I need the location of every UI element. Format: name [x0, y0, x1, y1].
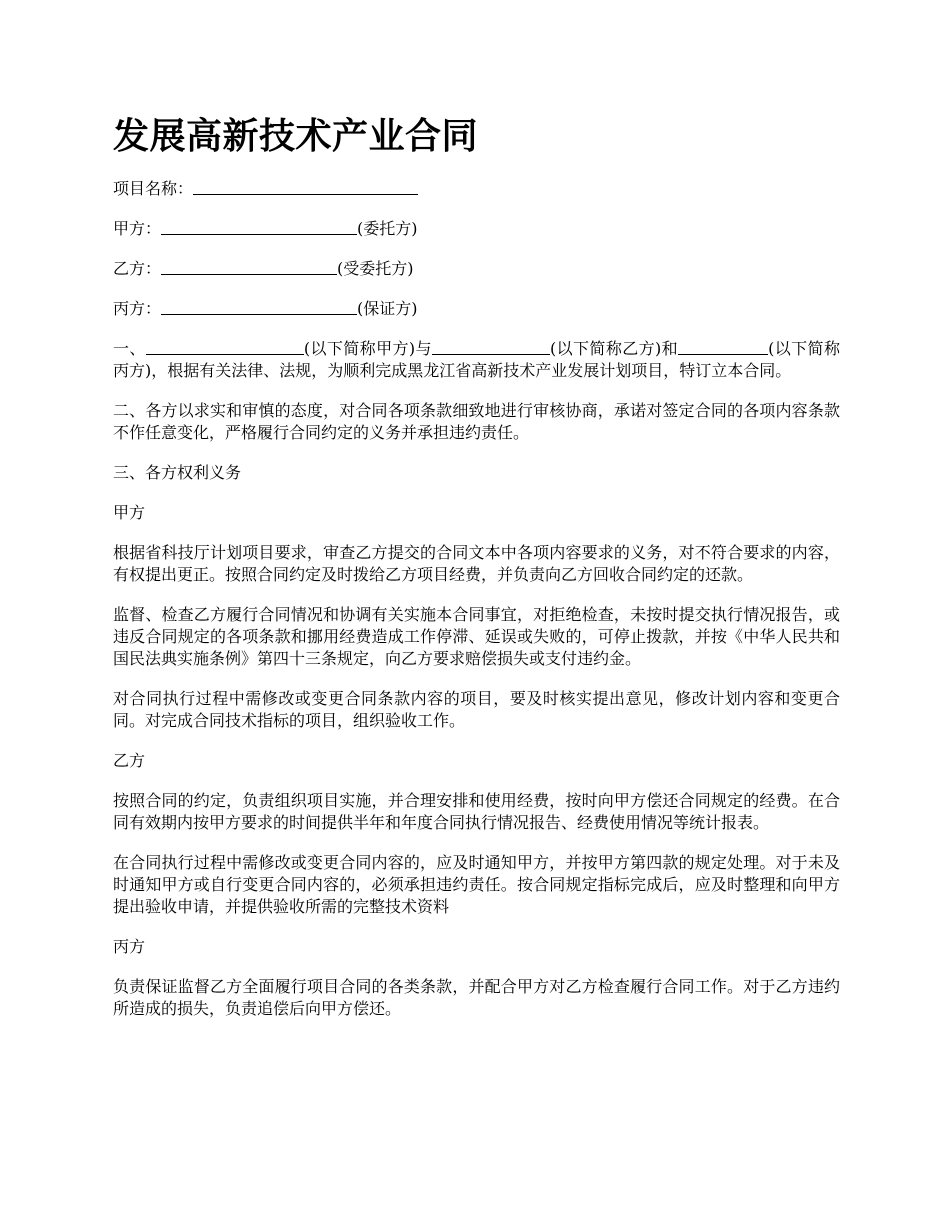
- party-c-role: (保证方): [357, 299, 418, 318]
- clause-3-heading: 三、各方权利义务: [113, 463, 242, 482]
- party-b-label: 乙方：: [113, 259, 162, 278]
- party-c-paragraph: 负责保证监督乙方全面履行项目合同的各类条款，并配合甲方对乙方检查履行合同工作。对于乙方违约所造成的损失，负责追偿后向甲方偿还。: [113, 977, 840, 1018]
- project-name-field: [113, 178, 840, 200]
- party-a-paragraph: 监督、检查乙方履行合同情况和协调有关实施本合同事宜，对拒绝检查，未按时提交执行情况报告，或违反合同规定的各项条款和挪用经费造成工作停滞、延误或失败的，可停止拨款，并按《中华人民共和国民法典实施条例》第四十三条规定，向乙方要求赔偿损失或支付违约金。: [113, 605, 840, 668]
- party-a-blank[interactable]: [161, 220, 357, 235]
- party-b-field: [113, 258, 840, 280]
- party-c-label: 丙方：: [113, 299, 162, 318]
- party-b-paragraph: 在合同执行过程中需修改或变更合同内容的，应及时通知甲方，并按甲方第四款的规定处理。对于未及时通知甲方或自行变更合同内容的，必须承担违约责任。按合同规定指标完成后，应及时整理和向甲方提出验收申请，并提供验收所需的完整技术资料: [113, 853, 840, 916]
- party-a-paragraph: 根据省科技厅计划项目要求，审查乙方提交的合同文本中各项内容要求的义务，对不符合要求的内容，有权提出更正。按照合同约定及时拨给乙方项目经费，并负责向乙方回收合同约定的还款。: [113, 543, 840, 584]
- document-page: [113, 108, 840, 1038]
- party-b-blank[interactable]: [161, 260, 337, 275]
- project-name-blank[interactable]: [193, 180, 418, 195]
- clause-1-text-c: (以下简称丙方)，根据有关法律、法规，为顺利完成黑龙江省高新技术产业发展计划项目，特订立本合同。: [113, 339, 840, 380]
- clause-1-text-b: (以下简称乙方)和: [549, 339, 679, 358]
- party-a-paragraph: 对合同执行过程中需修改或变更合同条款内容的项目，要及时核实提出意见，修改计划内容和变更合同。对完成合同技术指标的项目，组织验收工作。: [113, 689, 840, 730]
- party-b-heading: 乙方: [113, 751, 146, 770]
- party-a-label: 甲方：: [113, 219, 162, 238]
- clause-1-party-a-blank[interactable]: [146, 340, 304, 355]
- clause-1-party-c-blank[interactable]: [678, 340, 768, 355]
- party-a-field: [113, 218, 840, 240]
- clause-1-prefix: 一、: [113, 339, 146, 358]
- clause-1-text-a: (以下简称甲方)与: [303, 339, 432, 358]
- clause-2: 二、各方以求实和审慎的态度，对合同各项条款细致地进行审核协商，承诺对签定合同的各项内容条款不作任意变化，严格履行合同约定的义务并承担违约责任。: [113, 401, 840, 442]
- party-a-role: (委托方): [357, 219, 418, 238]
- party-c-blank[interactable]: [161, 300, 357, 315]
- clause-1-party-b-blank[interactable]: [432, 340, 550, 355]
- party-c-field: [113, 298, 840, 320]
- project-name-label: 项目名称：: [113, 179, 194, 198]
- clause-1: [113, 338, 840, 382]
- party-b-paragraph: 按照合同的约定，负责组织项目实施，并合理安排和使用经费，按时向甲方偿还合同规定的经费。在合同有效期内按甲方要求的时间提供半年和年度合同执行情况报告、经费使用情况等统计报表。: [113, 791, 840, 832]
- party-b-role: (受委托方): [337, 259, 414, 278]
- document-title: 发展高新技术产业合同: [113, 115, 479, 157]
- party-c-heading: 丙方: [113, 937, 146, 956]
- party-a-heading: 甲方: [113, 503, 146, 522]
